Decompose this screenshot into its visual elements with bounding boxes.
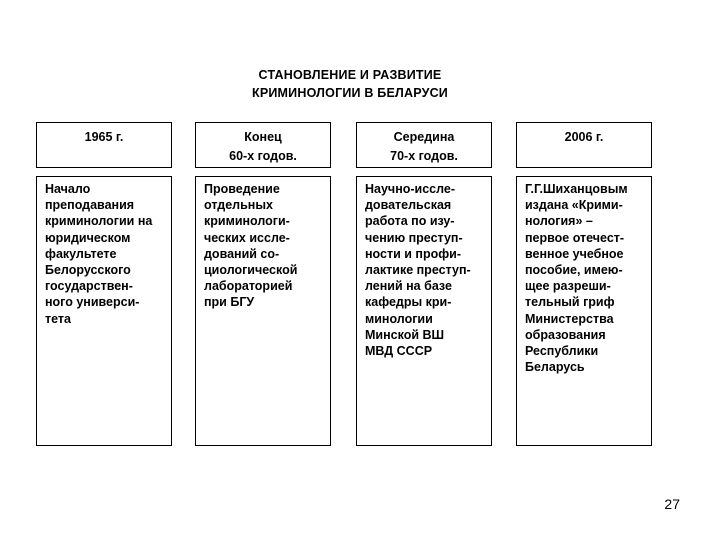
slide-title [150,66,550,102]
description-line: циологической [204,263,298,278]
description-line: юридическом [45,230,131,245]
period-label: Конец [244,130,282,144]
description-line: издана «Крими- [525,198,623,213]
description-line: Научно-иссле- [365,182,456,196]
description-line: МВД СССР [365,344,433,359]
description-line: Начало [45,182,91,196]
slide-title-line-1: СТАНОВЛЕНИЕ И РАЗВИТИЕ [258,68,442,82]
description-box-1965 [36,176,172,446]
description-line: лений на базе [365,279,452,294]
description-line: государствен- [45,279,133,294]
description-line: довательская [365,198,452,213]
description-line: факультете [45,246,117,261]
description-line: образования [525,327,606,342]
description-line: ного универси- [45,295,140,310]
description-line: криминологи- [204,214,290,229]
description-line: лабораторией [204,279,293,294]
description-box-mid-70s [356,176,492,446]
description-line: отдельных [204,198,273,213]
description-line: преподавания [45,198,135,213]
period-label: 70-х годов. [390,149,458,163]
description-line: щее разреши- [525,279,611,294]
description-line: дований со- [204,246,280,261]
description-line: Минской ВШ [365,327,445,342]
description-line: Белорусского [45,263,131,278]
period-box-1965 [36,122,172,168]
description-line: первое отечест- [525,230,625,245]
description-line: тельный гриф [525,295,615,310]
slide-title-line-2: КРИМИНОЛОГИИ В БЕЛАРУСИ [252,86,448,100]
period-label: 1965 г. [84,130,124,144]
period-label: 2006 г. [564,130,604,144]
period-label: 60-х годов. [229,149,297,163]
description-line: Министерства [525,311,614,326]
description-line: венное учебное [525,246,624,261]
period-box-late-60s [195,122,331,168]
description-line: Беларусь [525,360,585,375]
description-line: работа по изу- [365,214,455,229]
description-line: чению преступ- [365,230,463,245]
description-line: ности и профи- [365,246,462,261]
period-box-mid-70s [356,122,492,168]
description-line: минологии [365,311,433,326]
description-line: Г.Г.Шиханцовым [525,182,628,196]
description-line: Проведение [204,182,280,196]
period-label: Середина [393,130,455,144]
page-number: 27 [664,496,680,512]
description-line: при БГУ [204,295,255,310]
description-line: Республики [525,344,599,359]
description-line: нология» – [525,214,593,229]
description-line: ческих иссле- [204,230,290,245]
description-line: криминологии на [45,214,153,229]
description-box-2006 [516,176,652,446]
description-line: пособие, имею- [525,263,623,278]
period-box-2006 [516,122,652,168]
description-line: лактике преступ- [365,263,471,278]
description-line: кафедры кри- [365,295,452,310]
description-box-late-60s [195,176,331,446]
description-line: тета [45,311,71,326]
